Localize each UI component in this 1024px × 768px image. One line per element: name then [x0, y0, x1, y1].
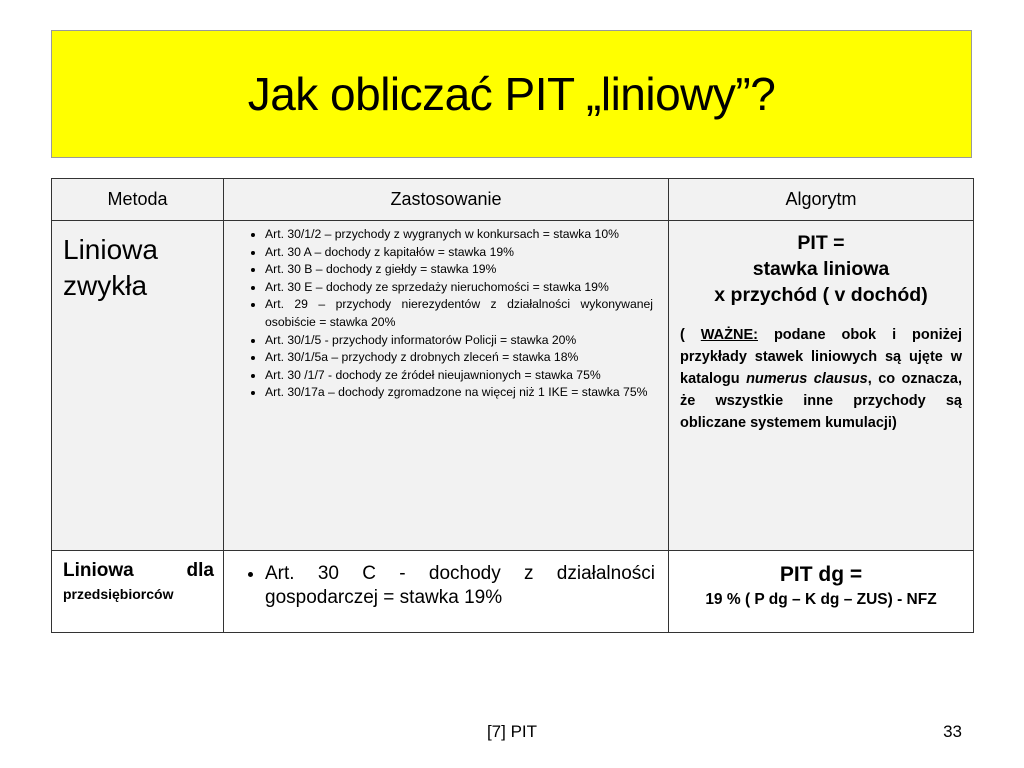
footer-text: [7] PIT	[486, 722, 538, 741]
method-word2: dla	[186, 560, 214, 581]
formula-line2: stawka liniowa	[752, 258, 890, 280]
method-word1: Liniowa	[63, 560, 134, 581]
formula-line1: PIT dg =	[779, 563, 863, 586]
note-text2: , co oznacza, że wszystkie inne przychody są obliczane systemem kumulacji)	[680, 371, 962, 431]
method-line1: Liniowa	[63, 234, 158, 265]
list-item: • Art. 30 E – dochody ze sprzedaży nieruchomości = stawka 19%	[265, 279, 653, 297]
algorithm-formula	[670, 222, 972, 308]
list-item: • Art. 30 B – dochody z giełdy = stawka 19%	[265, 261, 653, 279]
header-algorytm: Algorytm	[669, 179, 974, 221]
method-line2: zwykła	[63, 270, 148, 301]
list-item: • Art. 30 /1/7 - dochody ze źródeł nieujawnionych = stawka 75%	[265, 367, 653, 385]
list-item: • Art. 30/1/5 - przychody informatorów Policji = stawka 20%	[265, 332, 653, 350]
formula-line2: 19 % ( P dg – K dg – ZUS) - NFZ	[705, 591, 937, 608]
header-metoda: Metoda	[52, 179, 224, 221]
method-line2: przedsiębiorców	[63, 586, 174, 602]
table-row-liniowa-przedsiebiorcy	[52, 551, 974, 633]
header-zastosowanie: Zastosowanie	[224, 179, 669, 221]
list-item: • Art. 30 C - dochody z działalności gospodarczej = stawka 19%	[265, 562, 655, 610]
important-note	[670, 308, 972, 434]
note-italic: numerus clausus	[746, 371, 868, 387]
algorithm-cell	[669, 551, 974, 633]
title-box	[51, 30, 972, 158]
application-cell	[224, 221, 669, 551]
list-item: • Art. 30/17a – dochody zgromadzone na więcej niż 1 IKE = stawka 75%	[265, 384, 653, 402]
note-label: WAŻNE:	[700, 327, 758, 343]
application-list	[225, 562, 667, 610]
header-row	[52, 179, 974, 221]
note-open: (	[680, 327, 701, 343]
page-number: 33	[943, 722, 962, 741]
application-cell	[224, 551, 669, 633]
slide-title: Jak obliczać PIT „liniowy”?	[247, 68, 776, 120]
pit-table	[51, 178, 974, 633]
list-item: • Art. 30/1/2 – przychody z wygranych w konkursach = stawka 10%	[265, 226, 653, 244]
list-item: • Art. 30 A – dochody z kapitałów = stawka 19%	[265, 244, 653, 262]
method-cell	[52, 551, 224, 633]
formula-line1: PIT =	[797, 232, 845, 254]
list-item: • Art. 30/1/5a – przychody z drobnych zleceń = stawka 18%	[265, 349, 653, 367]
algorithm-cell	[669, 221, 974, 551]
list-item: • Art. 29 – przychody nierezydentów z działalności wykonywanej osobiście = stawka 20%	[265, 296, 653, 331]
method-cell	[52, 221, 224, 551]
table-row-liniowa-zwykla	[52, 221, 974, 551]
formula-line3: x przychód ( v dochód)	[714, 284, 928, 306]
application-list	[225, 226, 667, 402]
note-text1: podane obok i poniżej przykłady stawek liniowych są ujęte w katalogu	[680, 327, 963, 387]
